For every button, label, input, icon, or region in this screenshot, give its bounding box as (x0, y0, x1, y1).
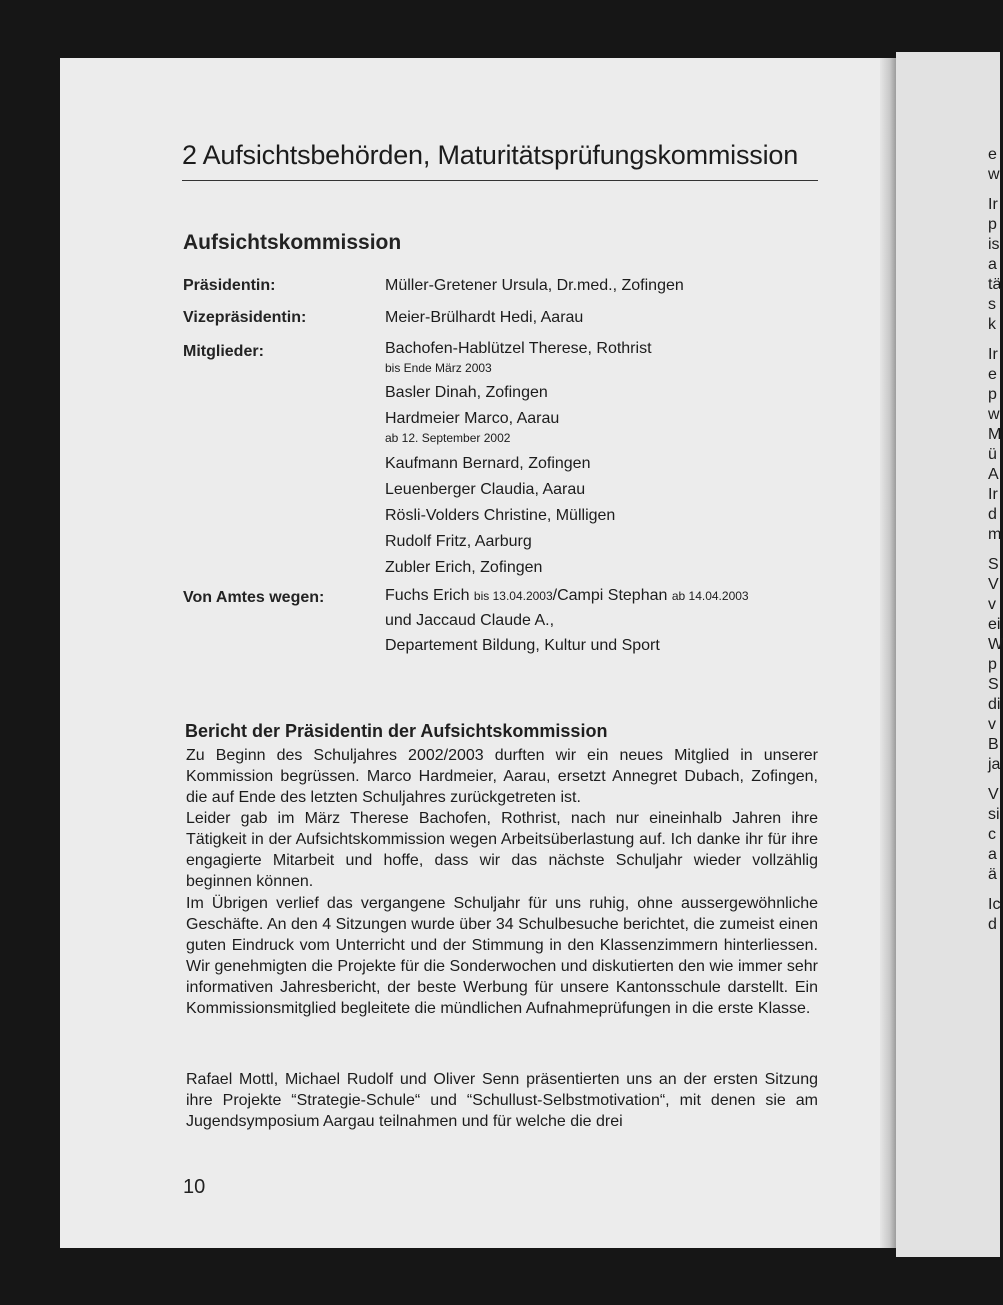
right-page-fragment: s (988, 296, 996, 313)
right-page-fragment: c (988, 826, 996, 843)
member-name: Leuenberger Claudia, Aarau (385, 481, 586, 498)
right-page-fragment: B (988, 736, 999, 753)
member-name: Rudolf Fritz, Aarburg (385, 533, 532, 550)
president-label: Präsidentin: (183, 277, 276, 294)
right-page-fragment: d (988, 916, 997, 933)
ex-officio-from: ab 14.04.2003 (671, 589, 749, 603)
member-note: ab 12. September 2002 (385, 431, 511, 445)
vice-president-value: Meier-Brülhardt Hedi, Aarau (385, 309, 584, 326)
right-page-fragment: M (988, 426, 1002, 443)
member-name: Hardmeier Marco, Aarau (385, 410, 560, 427)
report-heading: Bericht der Präsidentin der Aufsichtskommission (185, 721, 608, 741)
right-page-fragment: di (988, 696, 1001, 713)
right-page (896, 52, 1003, 1257)
member-name: Bachofen-Hablützel Therese, Rothrist (385, 340, 652, 357)
right-page-fragment: m (988, 526, 1002, 543)
paragraph: Leider gab im März Therese Bachofen, Rothrist, nach nur eineinhalb Jahren ihre Tätigkeit in der Aufsichtskommission wegen Arbeitsüberlastung auf. Ich danke ihr für ihre engagierte Mitarbeit und hoffe, dass wir das nächste Schuljahr wieder vollzählig beginnen können. (186, 810, 818, 890)
member-name: Rösli-Volders Christine, Mülligen (385, 507, 616, 524)
right-page-fragment: Ir (988, 486, 998, 503)
right-page-fragment: Ir (988, 196, 998, 213)
right-page-fragment: ei (988, 616, 1001, 633)
right-page-fragment: e (988, 146, 997, 163)
right-page-fragment: p (988, 216, 997, 233)
paragraph: Im Übrigen verlief das vergangene Schuljahr für uns ruhig, ohne aussergewöhnliche Geschäfte. An den 4 Sitzungen wurde über 34 Schulbesuche berichtet, die zumeist einen guten Eindruck vom Unterricht und der Stimmung in den Klassenzimmern hinterliessen. Wir genehmigten die Projekte für die Sonderwochen und diskutierten den wie immer sehr informativen Jahresbericht, der beste Werbung für unsere Kantonsschule darstellt. Ein Kommissionsmitglied begleitete die mündlichen Aufnahmeprüfungen in die erste Klasse. (186, 895, 818, 1017)
paragraph: Zu Beginn des Schuljahres 2002/2003 durften wir ein neues Mitglied in unserer Kommission begrüssen. Marco Hardmeier, Aarau, ersetzt Annegret Dubach, Zofingen, die auf Ende des letzten Schuljahres zurückgetreten ist. (186, 747, 818, 806)
right-page-fragment: si (988, 806, 1000, 823)
members-label: Mitglieder: (183, 343, 264, 360)
right-page-fragment: p (988, 656, 997, 673)
right-page-fragment: S (988, 676, 999, 693)
right-page-fragment: W (988, 636, 1003, 653)
chapter-title: 2 Aufsichtsbehörden, Maturitätsprüfungskommission (182, 140, 799, 170)
right-page-fragment: p (988, 386, 997, 403)
right-page-fragment: v (988, 596, 996, 613)
right-page-fragment: v (988, 716, 996, 733)
right-page-fragment: ja (988, 756, 1001, 773)
book-gutter (880, 58, 896, 1248)
right-page-fragment: a (988, 256, 997, 273)
member-note: bis Ende März 2003 (385, 361, 492, 375)
right-page-fragment: is (988, 236, 1000, 253)
right-page-fragment: a (988, 846, 997, 863)
right-page-fragment: d (988, 506, 997, 523)
right-page-fragment: tä (988, 276, 1002, 293)
member-name: Basler Dinah, Zofingen (385, 384, 548, 401)
right-page-fragment: A (988, 466, 999, 483)
member-name: Zubler Erich, Zofingen (385, 559, 543, 576)
right-page-fragment: k (988, 316, 996, 333)
right-page-fragment: ä (988, 866, 997, 883)
member-name: Kaufmann Bernard, Zofingen (385, 455, 591, 472)
right-page-fragment: V (988, 576, 999, 593)
title-underline (182, 180, 818, 181)
section-title: Aufsichtskommission (183, 231, 402, 254)
ex-officio-name-1: Fuchs Erich (385, 587, 470, 604)
right-page-fragment: V (988, 786, 999, 803)
ex-officio-label: Von Amtes wegen: (183, 589, 325, 606)
ex-officio-line-2: und Jaccaud Claude A., (385, 612, 555, 629)
right-page-fragment: w (988, 406, 1000, 423)
president-value: Müller-Gretener Ursula, Dr.med., Zofingen (385, 277, 684, 294)
page-number: 10 (183, 1176, 206, 1198)
right-page-fragment: e (988, 366, 997, 383)
paragraph: Rafael Mottl, Michael Rudolf und Oliver Senn präsentierten uns an der ersten Sitzung ihre Projekte “Strategie-Schule“ und “Schullust-Selbstmotivation“, mit denen sie am Jugendsymposium Aargau teilnahmen und für welche die drei (186, 1071, 818, 1130)
right-page-fragment: S (988, 556, 999, 573)
right-page-fragment: Ic (988, 896, 1001, 913)
ex-officio-department: Departement Bildung, Kultur und Sport (385, 637, 660, 654)
right-page-fragment: Ir (988, 346, 998, 363)
right-page-fragment: ü (988, 446, 997, 463)
vice-president-label: Vizepräsidentin: (183, 309, 307, 326)
ex-officio-line-1 (385, 587, 749, 605)
right-page-fragment: w (988, 166, 1000, 183)
ex-officio-until: bis 13.04.2003 (473, 589, 553, 603)
ex-officio-name-2: /Campi Stephan (552, 587, 668, 604)
